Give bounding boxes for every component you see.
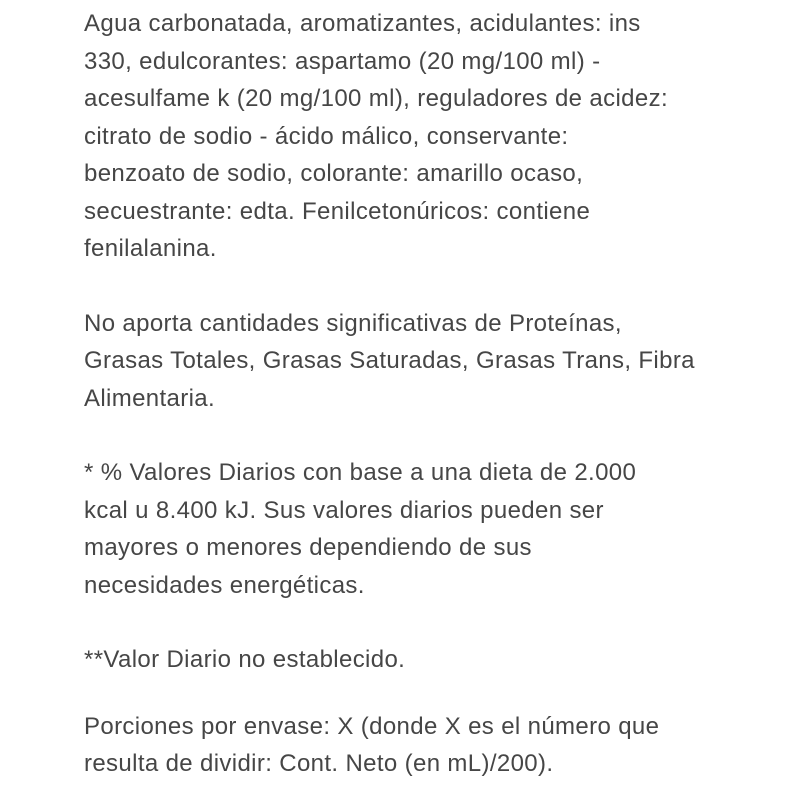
text-line: citrato de sodio - ácido málico, conservante: [84, 122, 569, 150]
paragraph-no-significant-amounts-note [84, 305, 764, 418]
text-line: acesulfame k (20 mg/100 ml), reguladores de acidez: [84, 85, 668, 112]
text-line: No aporta cantidades significativas de Proteínas, [84, 309, 622, 337]
ingredients-text [84, 5, 764, 783]
text-line: Alimentaria. [84, 384, 216, 412]
paragraph-servings-per-container-note [84, 708, 764, 783]
text-line: 330, edulcorantes: aspartamo (20 mg/100 ml) - [84, 47, 601, 75]
text-line: **Valor Diario no establecido. [84, 646, 406, 673]
text-line: Porciones por envase: X (donde X es el número que [84, 712, 660, 740]
text-line: kcal u 8.400 kJ. Sus valores diarios pueden ser [84, 496, 604, 524]
paragraph-daily-value-not-established-note [84, 641, 764, 679]
text-line: benzoato de sodio, colorante: amarillo ocaso, [84, 160, 584, 187]
text-line: mayores o menores dependiendo de sus [84, 534, 532, 561]
text-line: * % Valores Diarios con base a una dieta de 2.000 [84, 459, 637, 486]
text-line: Grasas Totales, Grasas Saturadas, Grasas Trans, Fibra [84, 347, 695, 374]
text-line: resulta de dividir: Cont. Neto (en mL)/200). [84, 750, 554, 777]
text-line: necesidades energéticas. [84, 571, 365, 599]
paragraph-ingredients [84, 5, 764, 268]
text-line: fenilalanina. [84, 235, 217, 262]
text-line: secuestrante: edta. Fenilcetonúricos: contiene [84, 197, 591, 225]
text-line: Agua carbonatada, aromatizantes, acidulantes: ins [84, 10, 641, 37]
paragraph-daily-values-note [84, 454, 764, 604]
